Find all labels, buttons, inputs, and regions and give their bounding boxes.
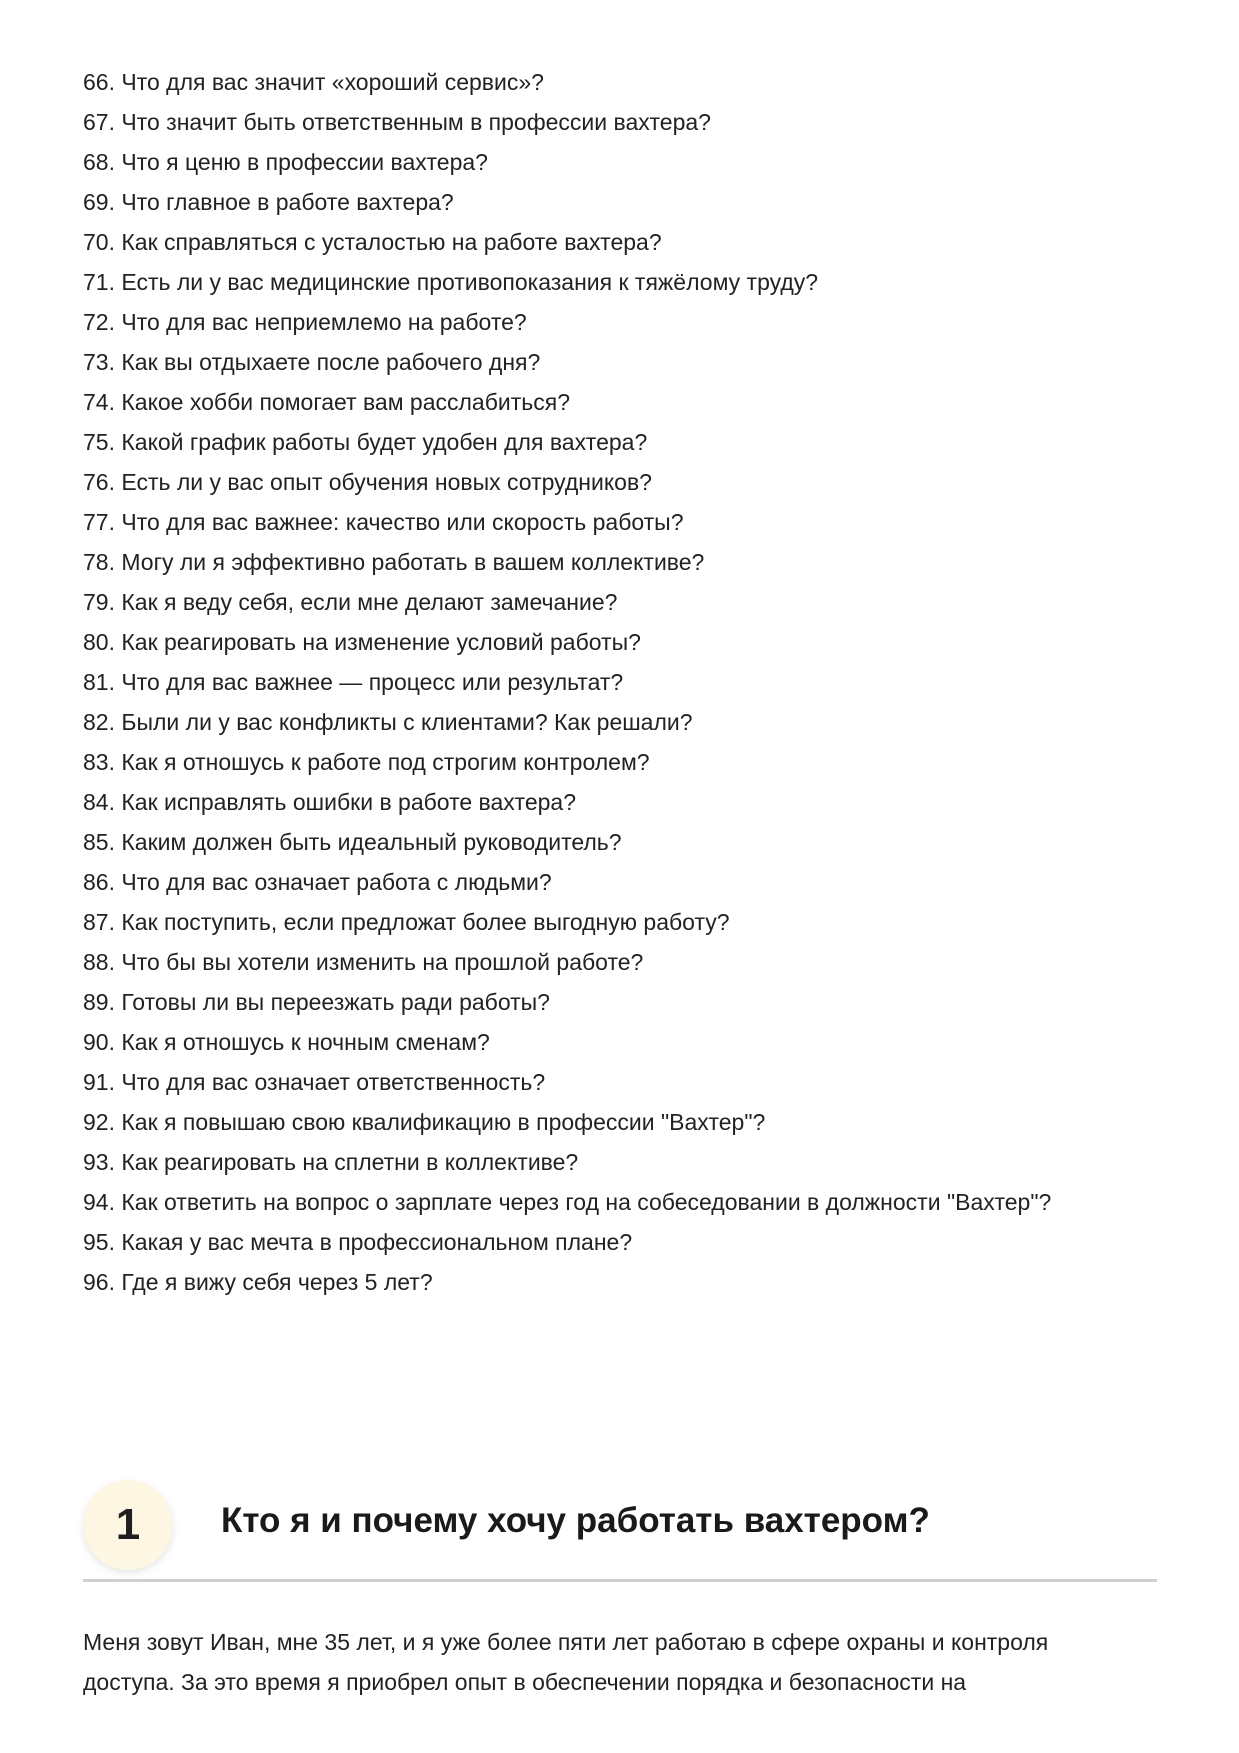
- question-item: [83, 902, 1163, 942]
- section-title: Кто я и почему хочу работать вахтером?: [221, 1501, 930, 1540]
- question-text: Как исправлять ошибки в работе вахтера?: [121, 789, 576, 815]
- question-text: Как я отношусь к ночным сменам?: [121, 1029, 490, 1055]
- question-number: 88.: [83, 949, 115, 975]
- section-intro-paragraph: Меня зовут Иван, мне 35 лет, и я уже более пяти лет работаю в сфере охраны и контроля доступа. За это время я приобрел опыт в обеспечении порядка и безопасности на: [83, 1629, 1049, 1695]
- question-number: 69.: [83, 189, 115, 215]
- question-text: Есть ли у вас медицинские противопоказания к тяжёлому труду?: [121, 269, 819, 295]
- question-number: 68.: [83, 149, 115, 175]
- question-number: 74.: [83, 389, 115, 415]
- question-text: Что для вас важнее: качество или скорость работы?: [121, 509, 684, 535]
- section-header: [83, 1478, 1157, 1582]
- question-text: Готовы ли вы переезжать ради работы?: [121, 989, 550, 1015]
- question-number: 70.: [83, 229, 115, 255]
- question-text: Как поступить, если предложат более выгодную работу?: [121, 909, 730, 935]
- question-text: Как вы отдыхаете после рабочего дня?: [121, 349, 541, 375]
- question-number: 83.: [83, 749, 115, 775]
- question-item: [83, 622, 1163, 662]
- question-number: 76.: [83, 469, 115, 495]
- question-text: Что бы вы хотели изменить на прошлой работе?: [121, 949, 644, 975]
- question-number: 80.: [83, 629, 115, 655]
- section-number-badge: 1: [83, 1480, 173, 1570]
- question-item: [83, 1262, 1163, 1302]
- question-item: [83, 822, 1163, 862]
- question-item: [83, 1102, 1163, 1142]
- question-item: [83, 142, 1163, 182]
- question-item: [83, 942, 1163, 982]
- question-item: [83, 542, 1163, 582]
- question-text: Что я ценю в профессии вахтера?: [121, 149, 488, 175]
- question-item: [83, 382, 1163, 422]
- question-item: [83, 1182, 1163, 1222]
- question-item: [83, 62, 1163, 102]
- question-text: Есть ли у вас опыт обучения новых сотрудников?: [121, 469, 652, 495]
- question-item: [83, 342, 1163, 382]
- question-text: Как реагировать на сплетни в коллективе?: [121, 1149, 579, 1175]
- question-number: 75.: [83, 429, 115, 455]
- question-text: Что для вас неприемлемо на работе?: [121, 309, 527, 335]
- question-number: 73.: [83, 349, 115, 375]
- question-text: Какой график работы будет удобен для вахтера?: [121, 429, 648, 455]
- question-number: 81.: [83, 669, 115, 695]
- question-item: [83, 1022, 1163, 1062]
- question-number: 89.: [83, 989, 115, 1015]
- question-text: Были ли у вас конфликты с клиентами? Как решали?: [121, 709, 693, 735]
- question-item: [83, 662, 1163, 702]
- question-item: [83, 702, 1163, 742]
- question-number: 82.: [83, 709, 115, 735]
- question-number: 93.: [83, 1149, 115, 1175]
- question-number: 71.: [83, 269, 115, 295]
- question-item: [83, 862, 1163, 902]
- question-number: 86.: [83, 869, 115, 895]
- question-item: [83, 1062, 1163, 1102]
- question-text: Что для вас означает ответственность?: [121, 1069, 546, 1095]
- question-number: 78.: [83, 549, 115, 575]
- question-text: Как реагировать на изменение условий работы?: [121, 629, 641, 655]
- question-text: Как ответить на вопрос о зарплате через год на собеседовании в должности "Вахтер"?: [121, 1189, 1052, 1215]
- question-text: Могу ли я эффективно работать в вашем коллективе?: [121, 549, 705, 575]
- question-number: 66.: [83, 69, 115, 95]
- question-text: Какое хобби помогает вам расслабиться?: [121, 389, 570, 415]
- question-text: Как я повышаю свою квалификацию в профессии "Вахтер"?: [121, 1109, 766, 1135]
- question-item: [83, 302, 1163, 342]
- question-text: Что для вас значит «хороший сервис»?: [121, 69, 544, 95]
- question-number: 87.: [83, 909, 115, 935]
- question-item: [83, 582, 1163, 622]
- question-item: [83, 742, 1163, 782]
- question-item: [83, 102, 1163, 142]
- question-list: [83, 62, 1163, 1302]
- question-text: Какая у вас мечта в профессиональном плане?: [121, 1229, 633, 1255]
- question-number: 84.: [83, 789, 115, 815]
- question-text: Где я вижу себя через 5 лет?: [121, 1269, 433, 1295]
- question-text: Как я веду себя, если мне делают замечание?: [121, 589, 618, 615]
- question-number: 92.: [83, 1109, 115, 1135]
- question-item: [83, 462, 1163, 502]
- question-number: 94.: [83, 1189, 115, 1215]
- question-number: 91.: [83, 1069, 115, 1095]
- question-item: [83, 1222, 1163, 1262]
- question-number: 85.: [83, 829, 115, 855]
- question-item: [83, 182, 1163, 222]
- section-divider: [83, 1579, 1157, 1582]
- question-number: 90.: [83, 1029, 115, 1055]
- question-number: 95.: [83, 1229, 115, 1255]
- question-text: Что главное в работе вахтера?: [121, 189, 454, 215]
- question-item: [83, 982, 1163, 1022]
- question-number: 67.: [83, 109, 115, 135]
- question-item: [83, 502, 1163, 542]
- question-text: Что значит быть ответственным в профессии вахтера?: [121, 109, 711, 135]
- question-item: [83, 782, 1163, 822]
- question-item: [83, 422, 1163, 462]
- question-text: Что для вас означает работа с людьми?: [121, 869, 552, 895]
- question-item: [83, 1142, 1163, 1182]
- question-item: [83, 262, 1163, 302]
- question-text: Что для вас важнее — процесс или результат?: [121, 669, 624, 695]
- question-number: 72.: [83, 309, 115, 335]
- question-text: Каким должен быть идеальный руководитель?: [121, 829, 622, 855]
- question-number: 77.: [83, 509, 115, 535]
- question-text: Как я отношусь к работе под строгим контролем?: [121, 749, 650, 775]
- question-number: 96.: [83, 1269, 115, 1295]
- question-item: [83, 222, 1163, 262]
- question-text: Как справляться с усталостью на работе вахтера?: [121, 229, 662, 255]
- question-number: 79.: [83, 589, 115, 615]
